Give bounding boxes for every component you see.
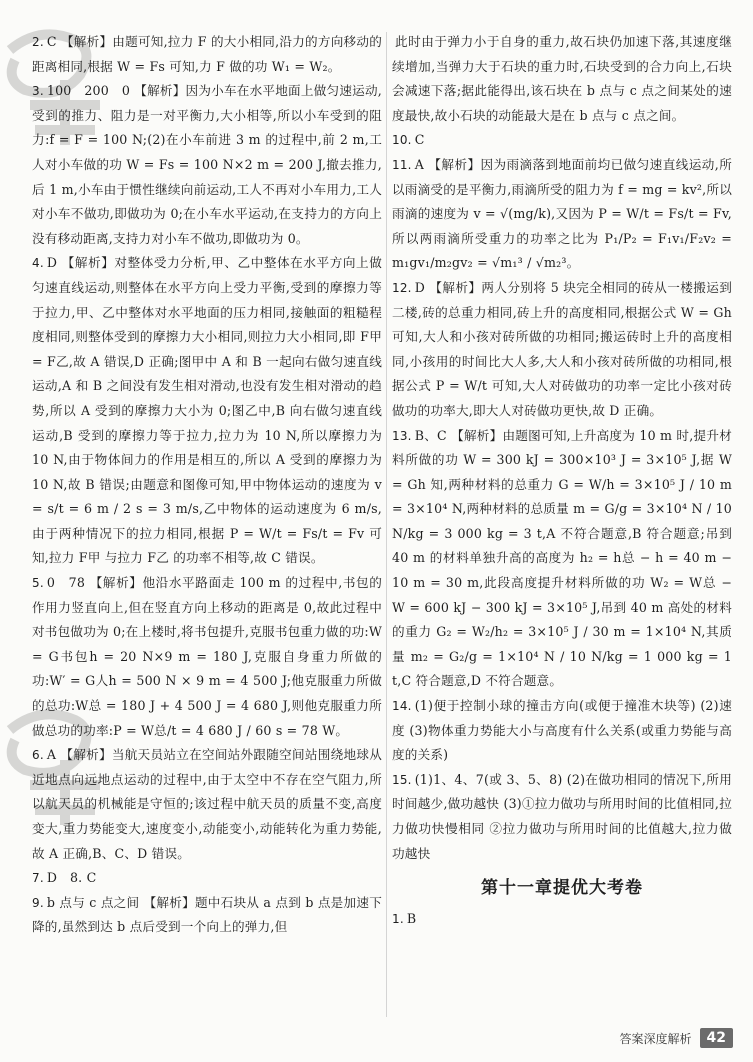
answer-item: 6. A 【解析】当航天员站立在空间站外跟随空间站围绕地球从近地点向远地点运动的过程中,由于太空中不存在空气阻力,所以航天员的机械能是守恒的;该过程中航天员的质量不变,高度变大,重力势能变大,速度变小,动能变小,动能转化为重力势能,故 A 正确,B、C、D 错误。	[32, 747, 382, 861]
column-divider	[386, 32, 387, 1017]
answer-item: 9. b 点与 c 点之间 【解析】题中石块从 a 点到 b 点是加速下降的,虽然到达 b 点后受到一个向上的弹力,但	[32, 894, 382, 935]
page-footer	[620, 1028, 734, 1048]
answer-item: 11. A 【解析】因为雨滴落到地面前均已做匀速直线运动,所以雨滴受的是平衡力,雨滴所受的阻力为 f = mg = kv²,所以雨滴的速度为 v = √(mg/k),又因为 P = W/t = Fs/t = Fv,所以两雨滴所受重力的功率之比为 P₁/P₂ = F₁v₁/F₂v₂ = m₁gv₁/m₂gv₂ = √m₁³ / √m₂³。	[392, 156, 732, 271]
answer-item: 14. (1)便于控制小球的撞击方向(或便于撞准木块等) (2)速度 (3)物体重力势能大小与高度有什么关系(或重力势能与高度的关系)	[392, 698, 732, 763]
answer-item: 3. 100 200 0 【解析】因为小车在水平地面上做匀速运动,受到的推力、阻力是一对平衡力,大小相等,所以小车受到的阻力:f = F = 100 N;(2)在小车前进 3 m 的过程中,前 2 m,工人对小车做的功 W = Fs = 100 N×2 m = 200 J,撤去推力,后 1 m,小车由于惯性继续向前运动,工人不再对小车用力,工人对小车不做功,即做功为 0;在小车水平运动,在支持力的方向上没有移动距离,支持力对小车不做功,即做功为 0。	[32, 83, 382, 246]
answer-item: 此时由于弹力小于自身的重力,故石块仍加速下落,其速度继续增加,当弹力大于石块的重力时,石块受到的合力向上,石块会减速下落;据此能得出,该石块在 b 点与 c 点之间某处的速度最快,故小石块的动能最大是在 b 点与 c 点之间。	[392, 34, 732, 123]
answer-item: 7. D 8. C	[32, 870, 97, 886]
answer-item: 10. C	[392, 132, 425, 148]
right-column	[392, 30, 732, 931]
answer-item: 15. (1)1、4、7(或 3、5、8) (2)在做功相同的情况下,所用时间越少,做功越快 (3)①拉力做功与所用时间的比值相同,拉力做功快慢相同 ②拉力做功与所用时间的比值越大,拉力做功越快	[392, 771, 732, 861]
answer-item: 5. 0 78 【解析】他沿水平路面走 100 m 的过程中,书包的作用力竖直向上,但在竖直方向上移动的距离是 0,故此过程中对书包做功为 0;在上楼时,将书包提升,克服书包重力做的功:W = G书包h = 20 N×9 m = 180 J,克服自身重力所做的功:W′ = G人h = 500 N × 9 m = 4 500 J;他克服重力所做的总功:W总 = 180 J + 4 500 J = 4 680 J,则他克服重力所做总功的功率:P = W总/t = 4 680 J / 60 s = 78 W。	[32, 575, 382, 738]
answer-item: 2. C 【解析】由题可知,拉力 F 的大小相同,沿力的方向移动的距离相同,根据 W = Fs 可知,力 F 做的功 W₁ = W₂。	[32, 34, 382, 74]
answer-item: 4. D 【解析】对整体受力分析,甲、乙中整体在水平方向上做匀速直线运动,则整体在水平方向上受力平衡,受到的摩擦力等于拉力,甲、乙中整体对水平地面的压力相同,接触面的粗糙程度相同,则整体受到的摩擦力大小相同,则拉力大小相同,即 F甲 = F乙,故 A 错误,D 正确;图甲中 A 和 B 一起向右做匀速直线运动,A 和 B 之间没有发生相对滑动,也没有发生相对滑动的趋势,所以 A 受到的摩擦力大小为 0;图乙中,B 向右做匀速直线运动,B 受到的摩擦力等于拉力,拉力为 10 N,所以摩擦力为 10 N,由于物体间力的作用是相互的,所以 A 受到的摩擦力为 10 N,故 B 错误;由题意和图像可知,甲中物体运动的速度为 v = s/t = 6 m / 2 s = 3 m/s,乙中物体的运动速度为 6 m/s,由于两种情况下的拉力相同,根据 P = W/t = Fs/t = Fv 可知,拉力 F甲 与拉力 F乙 的功率不相等,故 C 错误。	[32, 255, 382, 566]
left-column	[32, 30, 382, 940]
chapter-title: 第十一章提优大考卷	[481, 878, 643, 899]
answer-item: 1. B	[392, 910, 417, 926]
page-number: 42	[700, 1028, 733, 1048]
answer-item: 12. D 【解析】两人分别将 5 块完全相同的砖从一楼搬运到二楼,砖的总重力相同,砖上升的高度相同,根据公式 W = Gh 可知,大人和小孩对砖所做的功相同;搬运砖时上升的高度相同,小孩用的时间比大人多,大人和小孩对砖所做的功相同,根据公式 P = W/t 可知,大人对砖做功的功率一定比小孩对砖做功的功率大,即大人对砖做功更快,故 D 正确。	[392, 279, 732, 418]
footer-label: 答案深度解析	[619, 1031, 692, 1046]
answer-item: 13. B、C 【解析】由题图可知,上升高度为 10 m 时,提升材料所做的功 W = 300 kJ = 300×10³ J = 3×10⁵ J,据 W = Gh 知,两种材料的总重力 G = W/h = 3×10⁵ J / 10 m = 3×10⁴ N,两种材料的总质量 m = G/g = 3×10⁴ N / 10 N/kg = 3 000 kg = 3 t,A 不符合题意,B 符合题意;吊到 40 m 的材料单独升高的高度为 h₂ = h总 − h = 40 m − 10 m = 30 m,此段高度提升材料所做的功 W₂ = W总 − W = 600 kJ − 300 kJ = 3×10⁵ J,吊到 40 m 高处的材料的重力 G₂ = W₂/h₂ = 3×10⁵ J / 30 m = 1×10⁴ N,其质量 m₂ = G₂/g = 1×10⁴ N / 10 N/kg = 1 000 kg = 1 t,C 符合题意,D 不符合题意。	[392, 427, 732, 689]
